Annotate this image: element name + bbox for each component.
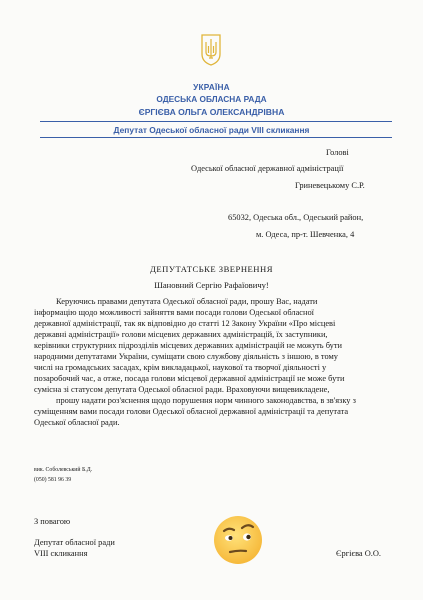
body-line: сумісна зі статусом депутата Одеської обласної ради. Враховуючи вищевикладене, <box>34 385 330 394</box>
addressee-line-1: Голові <box>326 148 349 157</box>
address-line-2: м. Одеса, пр-т. Шевченка, 4 <box>256 230 355 239</box>
body-line: державної адміністрації, так як відповідно до статті 12 Закону України «Про місцеві <box>34 319 336 328</box>
letterhead-position: Депутат Одеської обласної ради VIII скликання <box>113 125 310 135</box>
body-line: Одеської обласної ради. <box>34 418 120 427</box>
body-line: числі на громадських засадах, крім викладацької, наукової та творчої діяльності у <box>34 363 327 372</box>
body-line: прошу надати роз'яснення щодо порушення норм чинного законодавства, в зв'язку з <box>56 396 356 405</box>
body-line: народними депутатами України, суміщати свою службову діяльність з іншою, в тому <box>34 352 338 361</box>
letterhead-rule-top <box>40 121 392 122</box>
body-line: державні адміністрації» голови місцевих державних адміністрацій, їх заступники, <box>34 330 328 339</box>
closing-regards: З повагою <box>34 517 71 526</box>
document-title: ДЕПУТАТСЬКЕ ЗВЕРНЕННЯ <box>150 264 273 274</box>
address-line-1: 65032, Одеська обл., Одеський район, <box>228 213 364 222</box>
body-line: інформацію щодо можливості зайняття вами посади голови Одеської обласної <box>34 308 315 317</box>
salutation: Шановний Сергію Рафаїовичу! <box>154 280 269 290</box>
letterhead-council: ОДЕСЬКА ОБЛАСНА РАДА <box>156 94 267 104</box>
body-line: позаробочий час, а отже, посада голови місцевої державної адміністрації не може бути <box>34 374 345 383</box>
signatory-name: Єргієва О.О. <box>336 549 382 558</box>
addressee-line-3: Гриневецькому С.Р. <box>295 181 365 190</box>
body-line: суміщенням вами посади голови Одеської обласної державної адміністрації та депутата <box>34 407 349 416</box>
body-line: Керуючись правами депутата Одеської обласної ради, прошу Вас, надати <box>56 297 318 306</box>
raised-eyebrow-face-emoji-icon <box>212 514 264 566</box>
executor-phone: (050) 581 96 39 <box>34 477 72 483</box>
signature-title-line-2: VIII скликання <box>34 549 88 558</box>
letterhead-country: УКРАЇНА <box>193 82 230 92</box>
signature-title-line-1: Депутат обласної ради <box>34 538 115 547</box>
body-line: керівники структурних підрозділів місцевих державних адміністрацій не можуть бути <box>34 341 342 350</box>
letter-body <box>34 296 391 428</box>
letterhead-rule-bottom <box>40 137 392 138</box>
letterhead-deputy-name: ЄРГІЄВА ОЛЬГА ОЛЕКСАНДРІВНА <box>138 107 285 117</box>
trident-coat-of-arms-icon <box>200 34 222 66</box>
executor-name: вик. Соболевський Б.Д. <box>34 467 93 473</box>
addressee-line-2: Одеської обласної державної адміністрації <box>191 164 344 173</box>
